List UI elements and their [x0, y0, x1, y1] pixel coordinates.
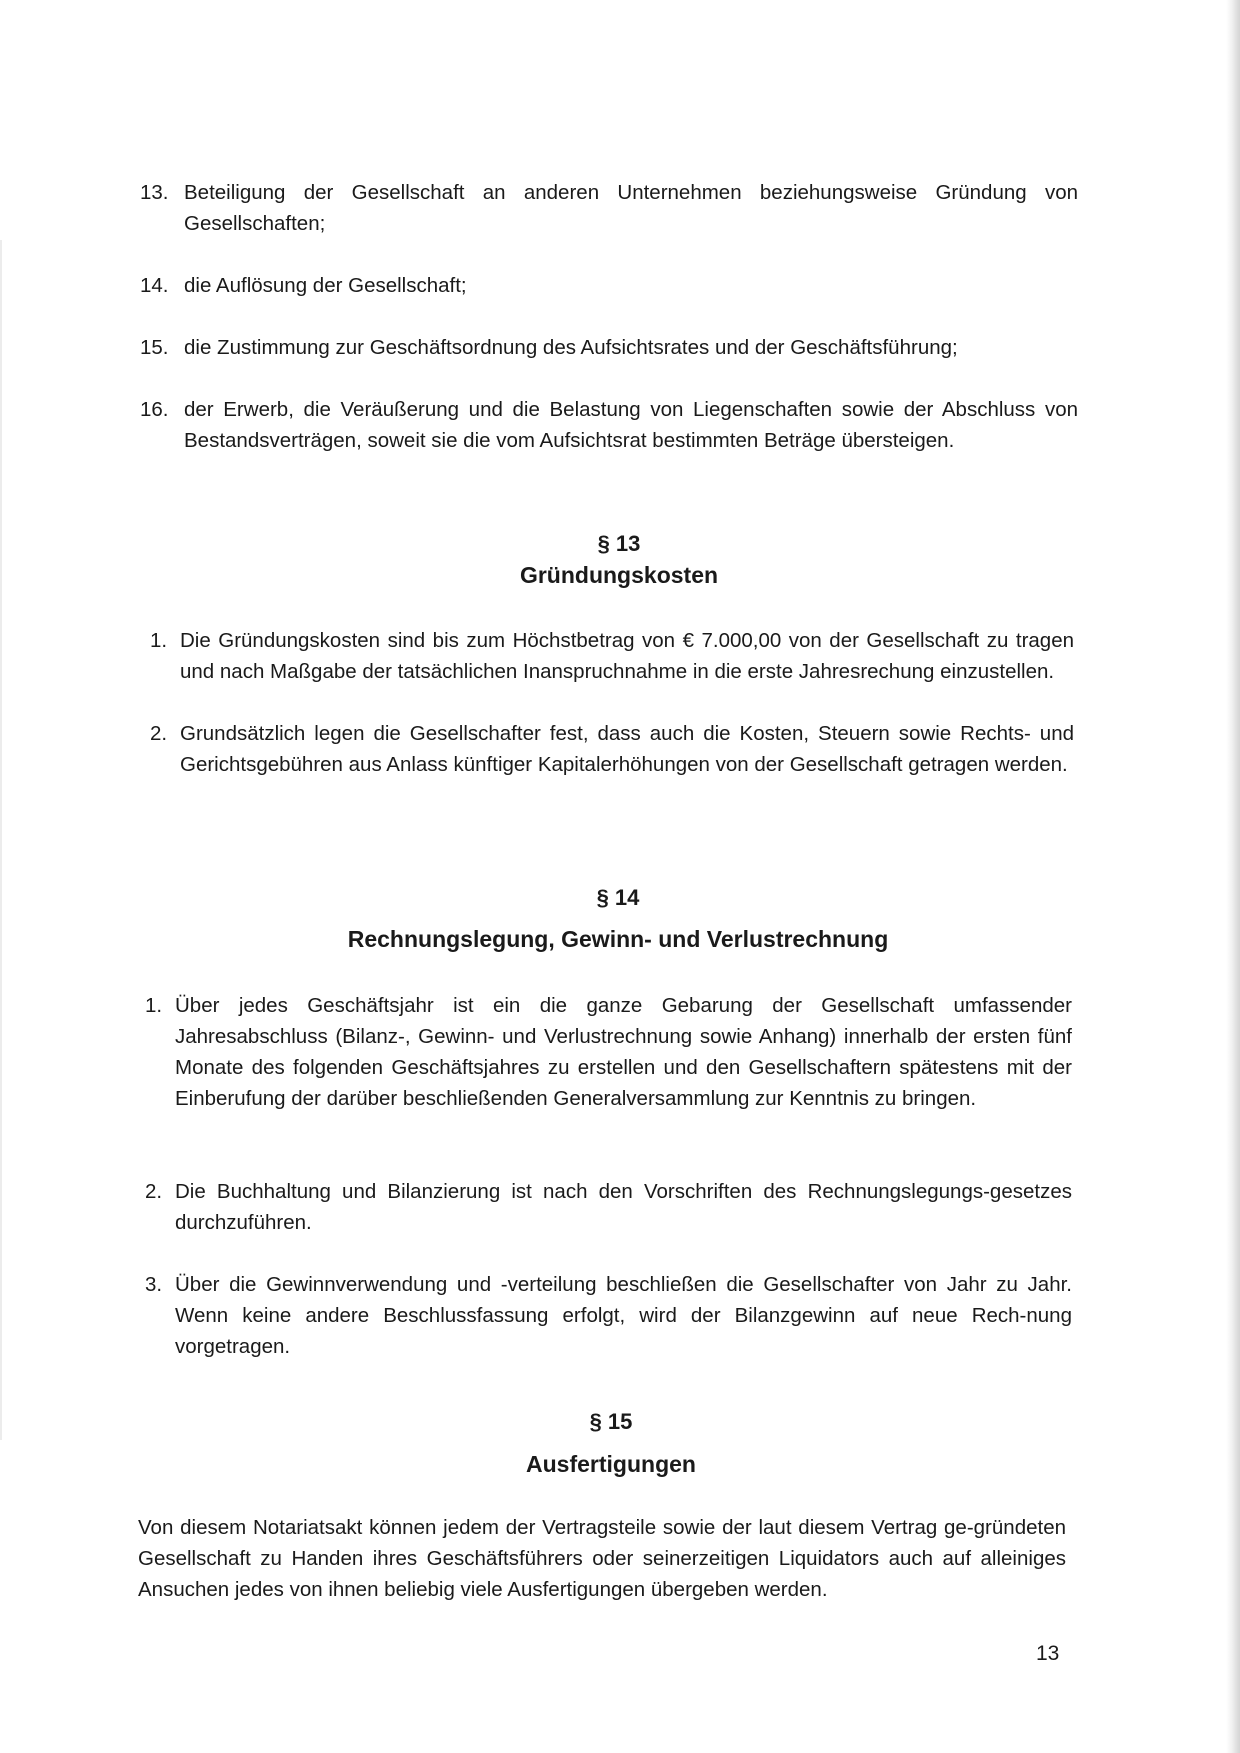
list-item-text: Grundsätzlich legen die Gesellschafter fest, dass auch die Kosten, Steuern sowie Rechts- und Gerichtsgebühren aus Anlass künftiger Kapitalerhöhungen von der Gesellschaft getragen werden. [180, 722, 1074, 776]
top-numbered-list [140, 177, 1078, 456]
list-item-text: Über jedes Geschäftsjahr ist ein die ganze Gebarung der Gesellschaft umfassender Jahresabschluss (Bilanz-, Gewinn- und Verlustrechnung sowie Anhang) innerhalb der ersten fünf Monate des folgenden Geschäftsjahres zu erstellen und den Gesellschaftern spätestens mit der Einberufung der darüber beschließenden Generalversammlung zur Kenntnis zu bringen. [175, 994, 1072, 1110]
list-item-number: 1. [150, 629, 168, 652]
list-item [150, 625, 1074, 718]
section-15-number: § 15 [589, 1409, 633, 1434]
list-item-text: die Zustimmung zur Geschäftsordnung des Aufsichtsrates und der Geschäftsführung; [184, 336, 958, 359]
list-item-text: der Erwerb, die Veräußerung und die Belastung von Liegenschaften sowie der Abschluss von Bestandsverträgen, soweit sie die vom Aufsichtsrat bestimmten Beträge übersteigen. [184, 398, 1078, 452]
list-item-text: Beteiligung der Gesellschaft an anderen Unternehmen beziehungsweise Gründung von Gesellschaften; [184, 181, 1078, 235]
list-item-text: die Auflösung der Gesellschaft; [184, 274, 467, 297]
list-item-number: 15. [140, 336, 169, 359]
list-item-15 [140, 332, 1078, 363]
list-item [145, 1269, 1072, 1362]
section-13-title: Gründungskosten [519, 562, 719, 588]
list-item [145, 990, 1072, 1145]
section-14-number: § 14 [596, 885, 640, 910]
list-item-number: 16. [140, 398, 169, 421]
list-item-number: 2. [150, 722, 168, 745]
section-14-list [145, 990, 1072, 1362]
list-item [150, 718, 1074, 811]
page-number: 13 [1036, 1642, 1060, 1665]
list-item-number: 2. [145, 1180, 163, 1203]
section-13-number: § 13 [597, 531, 641, 556]
list-item-13 [140, 177, 1078, 239]
section-14-title: Rechnungslegung, Gewinn- und Verlustrechnung [347, 926, 889, 952]
list-item-16 [140, 394, 1078, 456]
list-item-14 [140, 270, 1078, 301]
list-item-text: Die Buchhaltung und Bilanzierung ist nach den Vorschriften des Rechnungslegungs-gesetzes durchzuführen. [175, 1180, 1072, 1234]
list-item [145, 1176, 1072, 1238]
section-13-list [150, 625, 1074, 811]
scan-edge-artifact [1226, 0, 1240, 1753]
section-15-paragraph: Von diesem Notariatsakt können jedem der Vertragsteile sowie der laut diesem Vertrag ge-gründeten Gesellschaft zu Handen ihres Geschäftsführers oder seinerzeitigen Liquidators auch auf alleiniges Ansuchen jedes von ihnen beliebig viele Ausfertigungen übergeben werden. [138, 1516, 1066, 1601]
list-item-number: 13. [140, 181, 169, 204]
section-15-title: Ausfertigungen [526, 1451, 696, 1477]
list-item-number: 14. [140, 274, 169, 297]
list-item-text: Über die Gewinnverwendung und -verteilung beschließen die Gesellschafter von Jahr zu Jahr. Wenn keine andere Beschlussfassung erfolgt, wird der Bilanzgewinn auf neue Rech-nung vorgetragen. [175, 1273, 1072, 1358]
list-item-number: 1. [145, 994, 163, 1017]
list-item-number: 3. [145, 1273, 163, 1296]
list-item-text: Die Gründungskosten sind bis zum Höchstbetrag von € 7.000,00 von der Gesellschaft zu tragen und nach Maßgabe der tatsächlichen Inanspruchnahme in die erste Jahresrechung einzustellen. [180, 629, 1074, 683]
scan-edge-artifact-left [0, 240, 2, 1440]
